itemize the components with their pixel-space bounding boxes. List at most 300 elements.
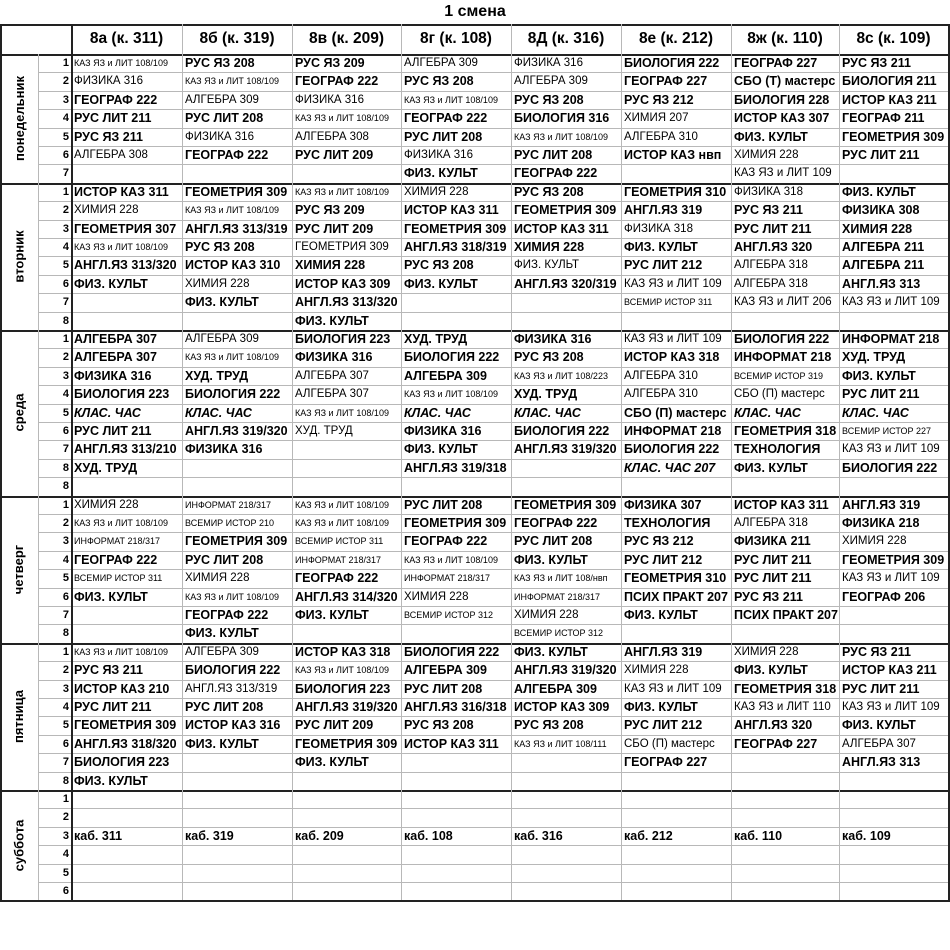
schedule-cell: ИСТОР КАЗ 210	[74, 681, 170, 696]
schedule-cell: ФИЗ. КУЛЬТ	[404, 166, 478, 181]
lesson-number: 5	[62, 866, 69, 879]
schedule-cell: СБО (Т) мастерс	[734, 74, 836, 89]
class-header: 8в (к. 209)	[308, 30, 384, 47]
schedule-cell	[839, 164, 948, 182]
lesson-number: 8	[62, 461, 69, 474]
schedule-cell: РУС ЯЗ 208	[514, 718, 584, 733]
schedule-cell	[731, 808, 839, 826]
lesson-number: 7	[62, 756, 69, 769]
schedule-cell: АНГЛ.ЯЗ 313/210	[74, 442, 177, 457]
schedule-cell: ИНФОРМАТ 218	[734, 350, 832, 365]
schedule-cell: ИСТОР КАЗ 311	[404, 736, 499, 751]
schedule-cell: КАЗ ЯЗ и ЛИТ 108/109	[185, 591, 279, 602]
lesson-number: 6	[62, 425, 69, 437]
schedule-cell: КАЗ ЯЗ и ЛИТ 108/109	[295, 113, 389, 124]
schedule-cell: АНГЛ.ЯЗ 320	[734, 718, 813, 733]
schedule-cell: ВСЕМИР ИСТОР 227	[842, 426, 931, 436]
schedule-cell: АЛГЕБРА 318	[734, 259, 808, 272]
day-name: понедельник	[11, 75, 27, 161]
schedule-cell: ИСТОР КАЗ 318	[624, 350, 720, 365]
lesson-number: 6	[62, 737, 69, 750]
schedule-cell: КАЗ ЯЗ и ЛИТ 109	[624, 277, 722, 290]
schedule-cell	[621, 312, 731, 330]
schedule-cell	[71, 624, 182, 642]
schedule-cell: ГЕОМЕТРИЯ 318	[734, 424, 837, 438]
schedule-cell: АЛГЕБРА 309	[404, 368, 487, 383]
day-divider	[0, 900, 950, 902]
schedule-cell	[839, 606, 948, 624]
day-name: суббота	[11, 819, 27, 872]
schedule-cell: КАЗ ЯЗ и ЛИТ 110	[734, 701, 831, 713]
schedule-cell: ХУД. ТРУД	[295, 425, 353, 437]
schedule-cell: РУС ЯЗ 211	[74, 129, 143, 144]
schedule-cell: ХИМИЯ 228	[185, 572, 250, 585]
schedule-cell: КЛАС. ЧАС	[734, 405, 801, 420]
lesson-number: 8	[62, 627, 69, 640]
schedule-cell: ВСЕМИР ИСТОР 311	[624, 297, 713, 308]
schedule-cell: КАЗ ЯЗ и ЛИТ 108/109	[295, 407, 389, 418]
schedule-cell: АНГЛ.ЯЗ 319/320	[514, 663, 617, 678]
schedule-cell	[401, 882, 511, 900]
schedule-cell: ФИЗИКА 316	[404, 149, 473, 161]
schedule-cell: ФИЗ. КУЛЬТ	[624, 700, 698, 714]
schedule-cell: РУС ЛИТ 211	[74, 700, 152, 714]
schedule-cell: ФИЗ. КУЛЬТ	[514, 644, 588, 659]
schedule-cell: ФИЗИКА 316	[185, 130, 254, 143]
schedule-cell	[731, 845, 839, 863]
schedule-cell: КАЗ ЯЗ и ЛИТ 108/109	[74, 242, 168, 252]
lesson-number: 3	[62, 369, 69, 382]
lesson-number: 6	[62, 885, 69, 897]
schedule-cell: КЛАС. ЧАС	[74, 405, 141, 420]
schedule-cell: ФИЗИКА 308	[842, 203, 920, 218]
schedule-cell: АНГЛ.ЯЗ 319/320	[295, 700, 398, 714]
schedule-cell	[292, 845, 401, 863]
lesson-number: 2	[62, 204, 69, 217]
schedule-cell	[621, 477, 731, 495]
schedule-cell: ВСЕМИР ИСТОР 311	[74, 573, 163, 584]
schedule-cell	[621, 864, 731, 882]
schedule-cell	[401, 624, 511, 642]
schedule-cell: ФИЗИКА 316	[404, 424, 482, 438]
day-name: вторник	[11, 230, 27, 283]
schedule-cell: АЛГЕБРА 309	[185, 93, 259, 106]
schedule-cell: АЛГЕБРА 310	[624, 369, 698, 382]
schedule-cell: БИОЛОГИЯ 222	[624, 442, 720, 457]
schedule-cell	[839, 312, 948, 330]
schedule-cell: АЛГЕБРА 309	[404, 663, 487, 678]
schedule-cell: ХИМИЯ 228	[295, 258, 366, 273]
schedule-cell: ФИЗ. КУЛЬТ	[842, 718, 916, 733]
lesson-number: 2	[62, 517, 69, 529]
schedule-cell: АНГЛ.ЯЗ 316/318	[404, 700, 507, 714]
lesson-number: 1	[62, 498, 69, 511]
lesson-number: 5	[62, 406, 69, 419]
schedule-cell: ГЕОГРАФ 227	[624, 755, 708, 770]
schedule-cell: РУС ЛИТ 212	[624, 718, 703, 733]
schedule-cell: ФИЗИКА 318	[734, 185, 803, 198]
schedule-cell	[71, 864, 182, 882]
schedule-cell: ГЕОМЕТРИЯ 309	[842, 552, 945, 567]
schedule-cell	[839, 864, 948, 882]
schedule-cell: ХИМИЯ 228	[74, 498, 139, 511]
schedule-cell: ИСТОР КАЗ 309	[514, 700, 610, 714]
schedule-cell: РУС ЛИТ 211	[842, 387, 920, 402]
lesson-number: 1	[62, 793, 69, 805]
class-header: 8г (к. 108)	[420, 30, 492, 47]
class-header: 8б (к. 319)	[199, 30, 275, 47]
schedule-cell	[621, 624, 731, 642]
schedule-cell: ВСЕМИР ИСТОР 319	[734, 370, 823, 381]
schedule-cell	[182, 845, 292, 863]
schedule-cell: РУС ЛИТ 208	[514, 534, 593, 549]
lesson-number: 1	[62, 57, 69, 69]
schedule-cell: ВСЕМИР ИСТОР 312	[404, 610, 493, 620]
schedule-cell: ХУД. ТРУД	[74, 460, 138, 475]
schedule-cell: ГЕОГРАФ 222	[404, 534, 488, 549]
schedule-cell: ТЕХНОЛОГИЯ	[734, 442, 821, 457]
schedule-cell	[731, 753, 839, 771]
schedule-cell	[401, 772, 511, 790]
schedule-cell: АЛГЕБРА 211	[842, 240, 925, 254]
schedule-cell: АЛГЕБРА 309	[514, 75, 588, 88]
day-name: среда	[11, 393, 27, 432]
schedule-cell: АНГЛ.ЯЗ 314/320	[295, 589, 398, 604]
schedule-cell	[511, 864, 621, 882]
schedule-cell: ИСТОР КАЗ 211	[842, 663, 937, 678]
schedule-cell: ФИЗИКА 316	[514, 332, 592, 346]
schedule-cell	[292, 624, 401, 642]
schedule-cell: АЛГЕБРА 308	[74, 149, 148, 161]
schedule-cell: РУС ЯЗ 208	[404, 74, 474, 89]
schedule-cell	[182, 164, 292, 182]
schedule-cell: АНГЛ.ЯЗ 319	[624, 203, 703, 218]
schedule-cell: ПСИХ ПРАКТ 207	[624, 589, 728, 604]
schedule-cell: РУС ЛИТ 209	[295, 148, 374, 162]
page-title: 1 смена	[444, 3, 506, 20]
schedule-cell: КАЗ ЯЗ и ЛИТ 108/109	[185, 352, 279, 363]
schedule-cell	[621, 790, 731, 808]
lesson-number: 6	[62, 590, 69, 603]
schedule-cell: КЛАС. ЧАС	[185, 405, 252, 420]
schedule-cell: БИОЛОГИЯ 222	[842, 460, 938, 475]
schedule-cell: КАЗ ЯЗ и ЛИТ 109	[842, 572, 940, 585]
day-label	[0, 330, 38, 496]
schedule-cell: РУС ЛИТ 208	[185, 700, 264, 714]
schedule-cell: АЛГЕБРА 309	[185, 645, 259, 658]
schedule-cell	[292, 882, 401, 900]
schedule-cell	[71, 606, 182, 624]
schedule-cell: ФИЗИКА 316	[74, 75, 143, 88]
column-divider	[292, 24, 293, 900]
schedule-cell: КАЗ ЯЗ и ЛИТ 109	[842, 443, 940, 456]
schedule-cell	[401, 808, 511, 826]
schedule-cell: АЛГЕБРА 307	[74, 332, 157, 346]
schedule-cell: каб. 316	[514, 828, 563, 843]
schedule-cell: КАЗ ЯЗ и ЛИТ 108/109	[514, 131, 608, 142]
schedule-cell: КЛАС. ЧАС	[404, 405, 471, 420]
schedule-cell: ХИМИЯ 228	[842, 535, 907, 548]
table-border	[0, 24, 950, 26]
schedule-cell: ПСИХ ПРАКТ 207	[734, 608, 838, 622]
column-divider	[621, 24, 622, 900]
schedule-cell: РУС ЯЗ 208	[404, 258, 474, 273]
schedule-cell	[182, 808, 292, 826]
schedule-cell: ИНФОРМАТ 218/317	[404, 573, 491, 584]
day-name: четверг	[11, 544, 27, 594]
lesson-number: 2	[62, 351, 69, 364]
schedule-cell: КАЗ ЯЗ и ЛИТ 109	[624, 682, 722, 695]
schedule-cell: БИОЛОГИЯ 222	[185, 387, 281, 402]
schedule-cell: ГЕОГРАФ 206	[842, 589, 926, 604]
schedule-cell: БИОЛОГИЯ 228	[734, 92, 830, 107]
schedule-cell: АЛГЕБРА 310	[624, 388, 698, 401]
schedule-cell	[511, 293, 621, 311]
schedule-cell: ХИМИЯ 228	[185, 277, 250, 290]
schedule-cell: ИНФОРМАТ 218/317	[74, 536, 161, 547]
schedule-cell: ТЕХНОЛОГИЯ	[624, 516, 711, 530]
schedule-cell: ФИЗ. КУЛЬТ	[185, 626, 259, 641]
schedule-cell: ВСЕМИР ИСТОР 311	[295, 536, 384, 547]
schedule-cell	[182, 882, 292, 900]
schedule-cell: БИОЛОГИЯ 223	[295, 681, 391, 696]
schedule-cell: ХИМИЯ 228	[624, 664, 689, 677]
schedule-cell: РУС ЯЗ 208	[514, 184, 584, 199]
schedule-cell	[621, 164, 731, 182]
schedule-cell	[839, 772, 948, 790]
schedule-cell: каб. 212	[624, 828, 673, 843]
schedule-cell	[731, 882, 839, 900]
schedule-cell: АНГЛ.ЯЗ 313/320	[295, 295, 398, 310]
schedule-cell: ГЕОГРАФ 222	[295, 571, 379, 586]
schedule-cell: АНГЛ.ЯЗ 319/320	[514, 442, 617, 457]
timetable-grid	[0, 24, 950, 936]
schedule-cell: КЛАС. ЧАС	[842, 405, 909, 420]
class-header: 8а (к. 311)	[89, 30, 164, 47]
schedule-cell	[731, 624, 839, 642]
schedule-cell: РУС ЛИТ 208	[404, 681, 483, 696]
schedule-cell	[292, 808, 401, 826]
schedule-cell: ХИМИЯ 228	[74, 204, 139, 217]
lesson-number: 3	[62, 93, 69, 106]
schedule-cell: АЛГЕБРА 310	[624, 130, 698, 143]
schedule-cell: БИОЛОГИЯ 223	[74, 387, 170, 402]
schedule-cell: ФИЗ. КУЛЬТ	[295, 608, 369, 622]
schedule-cell	[182, 790, 292, 808]
schedule-cell: АНГЛ.ЯЗ 313	[842, 755, 921, 770]
class-header: 8ж (к. 110)	[747, 30, 823, 47]
schedule-cell: ФИЗ. КУЛЬТ	[734, 129, 808, 144]
schedule-cell: РУС ЯЗ 208	[514, 92, 584, 107]
schedule-cell: ФИЗИКА 316	[514, 57, 583, 69]
schedule-cell	[292, 459, 401, 477]
schedule-cell: ИНФОРМАТ 218/317	[185, 499, 272, 510]
schedule-cell	[401, 864, 511, 882]
class-header: 8с (к. 109)	[856, 30, 931, 47]
schedule-cell: СБО (П) мастерс	[624, 405, 727, 420]
schedule-cell	[182, 753, 292, 771]
day-label	[0, 183, 38, 330]
schedule-cell: ФИЗ. КУЛЬТ	[185, 295, 259, 310]
schedule-cell: ГЕОГРАФ 227	[734, 56, 818, 70]
schedule-cell: КАЗ ЯЗ и ЛИТ 108/нвп	[514, 573, 608, 584]
schedule-cell: ГЕОГРАФ 227	[734, 736, 818, 751]
schedule-cell: БИОЛОГИЯ 222	[404, 350, 500, 365]
schedule-cell: ФИЗИКА 316	[185, 442, 263, 457]
schedule-cell: ФИЗИКА 218	[842, 516, 920, 530]
schedule-cell: РУС ЯЗ 212	[624, 92, 694, 107]
class-header: 8Д (к. 316)	[527, 30, 605, 47]
lesson-number: 4	[62, 388, 69, 401]
lesson-number: 6	[62, 277, 69, 290]
schedule-cell: ФИЗ. КУЛЬТ	[74, 589, 148, 604]
schedule-cell: ФИЗ. КУЛЬТ	[734, 460, 808, 475]
schedule-cell: БИОЛОГИЯ 222	[185, 663, 281, 678]
schedule-cell: РУС ЛИТ 211	[74, 424, 152, 438]
schedule-cell: КАЗ ЯЗ и ЛИТ 108/109	[74, 58, 168, 68]
schedule-cell: ИСТОР КАЗ 309	[295, 276, 391, 291]
schedule-cell	[511, 808, 621, 826]
schedule-cell: АНГЛ.ЯЗ 313	[842, 276, 921, 291]
schedule-cell: БИОЛОГИЯ 222	[514, 424, 610, 438]
schedule-cell	[182, 477, 292, 495]
schedule-cell: КАЗ ЯЗ и ЛИТ 206	[734, 296, 832, 309]
schedule-cell	[71, 312, 182, 330]
schedule-cell: ХИМИЯ 228	[514, 609, 579, 621]
lesson-number: 1	[62, 185, 69, 198]
schedule-cell	[621, 808, 731, 826]
day-label	[0, 496, 38, 643]
schedule-cell: ГЕОМЕТРИЯ 318	[734, 681, 837, 696]
schedule-cell: ФИЗ. КУЛЬТ	[295, 313, 369, 328]
schedule-cell: ФИЗ. КУЛЬТ	[295, 755, 369, 770]
schedule-cell: РУС ЛИТ 208	[404, 129, 483, 144]
schedule-cell: КАЗ ЯЗ и ЛИТ 108/109	[74, 646, 168, 657]
schedule-cell	[839, 845, 948, 863]
schedule-cell	[839, 808, 948, 826]
schedule-cell: КАЗ ЯЗ и ЛИТ 108/111	[514, 738, 607, 749]
class-header: 8е (к. 212)	[638, 30, 714, 47]
schedule-cell: РУС ЛИТ 211	[842, 148, 920, 162]
schedule-cell: ГЕОМЕТРИЯ 309	[404, 221, 507, 236]
lesson-number: 8	[62, 480, 69, 493]
lesson-number: 7	[62, 443, 69, 456]
lesson-number: 4	[62, 553, 69, 566]
schedule-cell: ХИМИЯ 228	[514, 240, 585, 254]
schedule-cell	[511, 753, 621, 771]
schedule-cell: ФИЗИКА 211	[734, 534, 811, 549]
schedule-cell: ХУД. ТРУД	[404, 332, 468, 346]
schedule-cell: АЛГЕБРА 309	[404, 57, 478, 69]
schedule-cell: ИСТОР КАЗ 310	[185, 258, 281, 273]
schedule-cell: РУС ЛИТ 211	[734, 552, 812, 567]
column-divider	[182, 24, 183, 900]
lesson-number: 3	[62, 535, 69, 548]
schedule-cell: АЛГЕБРА 308	[295, 130, 369, 143]
schedule-cell: ВСЕМИР ИСТОР 312	[514, 628, 603, 639]
schedule-cell: КАЗ ЯЗ и ЛИТ 108/109	[295, 518, 389, 528]
schedule-cell: АНГЛ.ЯЗ 318/320	[74, 736, 177, 751]
day-label	[0, 54, 38, 183]
schedule-cell: РУС ЯЗ 208	[404, 718, 474, 733]
schedule-cell	[71, 477, 182, 495]
schedule-cell: ГЕОМЕТРИЯ 309	[185, 534, 288, 549]
schedule-cell: АНГЛ.ЯЗ 313/319	[185, 221, 288, 236]
schedule-cell: ГЕОГРАФ 222	[74, 92, 158, 107]
schedule-cell: ГЕОМЕТРИЯ 309	[514, 203, 617, 218]
schedule-cell: РУС ЛИТ 211	[842, 681, 920, 696]
schedule-cell	[401, 312, 511, 330]
schedule-cell: АЛГЕБРА 307	[295, 369, 369, 382]
schedule-cell: РУС ЛИТ 212	[624, 258, 703, 273]
schedule-cell: ХИМИЯ 228	[734, 149, 799, 161]
schedule-cell: СБО (П) мастерс	[624, 737, 715, 750]
schedule-cell: ФИЗ. КУЛЬТ	[842, 184, 916, 199]
schedule-cell: ФИЗ. КУЛЬТ	[74, 773, 148, 788]
lesson-number: 3	[62, 829, 69, 842]
schedule-cell: КАЗ ЯЗ и ЛИТ 109	[842, 296, 940, 309]
schedule-cell: ХУД. ТРУД	[842, 350, 906, 365]
schedule-cell: ХИМИЯ 228	[404, 185, 469, 198]
schedule-cell: АНГЛ.ЯЗ 319/320	[185, 424, 288, 438]
schedule-cell: ХУД. ТРУД	[514, 387, 578, 402]
schedule-cell	[731, 477, 839, 495]
lesson-number: 8	[62, 774, 69, 787]
schedule-cell: КАЗ ЯЗ и ЛИТ 108/109	[295, 665, 389, 676]
schedule-cell: РУС ЯЗ 208	[514, 350, 584, 365]
schedule-cell: ФИЗ. КУЛЬТ	[624, 240, 698, 254]
lesson-number: 2	[62, 811, 69, 824]
schedule-cell: АНГЛ.ЯЗ 319	[842, 497, 921, 512]
schedule-cell	[292, 864, 401, 882]
schedule-cell: АЛГЕБРА 307	[74, 350, 157, 365]
column-divider	[71, 24, 73, 900]
schedule-cell: РУС ЛИТ 209	[295, 718, 374, 733]
schedule-cell	[511, 845, 621, 863]
schedule-cell: ИНФОРМАТ 218/317	[514, 591, 601, 602]
schedule-cell: КАЗ ЯЗ и ЛИТ 108/109	[404, 94, 498, 105]
schedule-cell: РУС ЯЗ 211	[842, 644, 911, 659]
schedule-cell: КЛАС. ЧАС 207	[624, 460, 716, 475]
schedule-cell	[839, 477, 948, 495]
schedule-cell	[71, 790, 182, 808]
schedule-cell: АНГЛ.ЯЗ 318/319	[404, 240, 507, 254]
schedule-cell: ХИМИЯ 228	[734, 645, 799, 658]
lesson-number: 3	[62, 222, 69, 235]
schedule-cell	[731, 312, 839, 330]
schedule-cell: РУС ЛИТ 211	[734, 571, 812, 586]
schedule-cell: каб. 209	[295, 828, 344, 843]
schedule-cell	[401, 845, 511, 863]
schedule-cell: ГЕОГРАФ 222	[514, 516, 598, 530]
schedule-cell: ГЕОМЕТРИЯ 309	[74, 718, 177, 733]
schedule-cell: БИОЛОГИЯ 222	[734, 332, 830, 346]
schedule-cell: ХИМИЯ 207	[624, 112, 689, 125]
schedule-cell: ФИЗ. КУЛЬТ	[514, 552, 588, 567]
schedule-cell	[621, 845, 731, 863]
schedule-cell: РУС ЯЗ 209	[295, 203, 365, 218]
lesson-number: 8	[62, 314, 69, 327]
schedule-cell: ХУД. ТРУД	[185, 368, 249, 383]
schedule-cell: АЛГЕБРА 307	[295, 388, 369, 401]
schedule-cell: ФИЗ. КУЛЬТ	[514, 259, 580, 272]
schedule-cell: РУС ЛИТ 208	[185, 552, 264, 567]
schedule-cell: ИСТОР КАЗ 311	[74, 184, 169, 199]
schedule-cell: КАЗ ЯЗ и ЛИТ 108/223	[514, 370, 608, 381]
schedule-cell: АНГЛ.ЯЗ 313/319	[185, 682, 278, 695]
schedule-cell: РУС ЛИТ 209	[295, 221, 374, 236]
lesson-number: 2	[62, 664, 69, 677]
